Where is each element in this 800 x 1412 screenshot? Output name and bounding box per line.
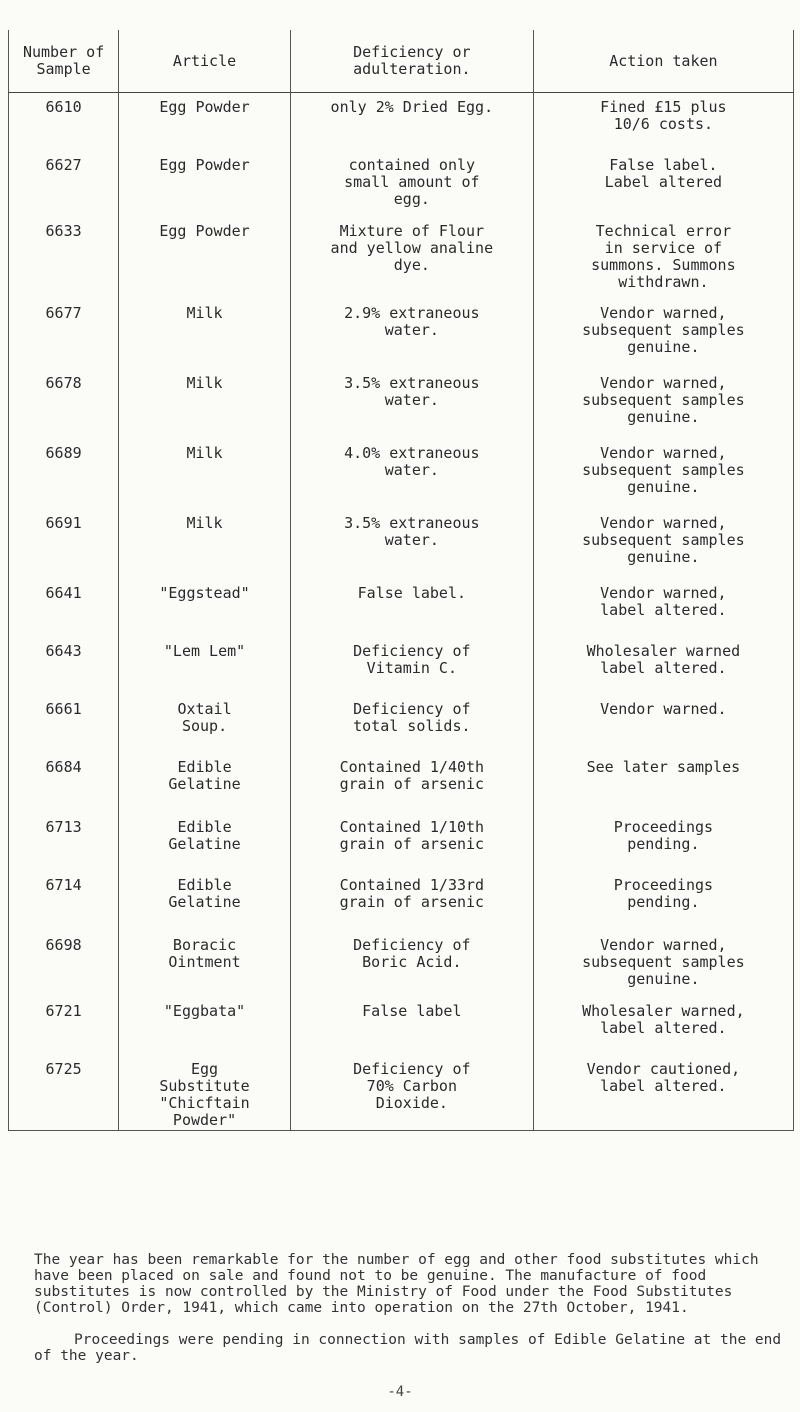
cell-article: Oxtail Soup. — [119, 695, 291, 753]
cell-action: Technical error in service of summons. Summons withdrawn. — [533, 217, 793, 299]
table-row — [9, 637, 794, 695]
table-row — [9, 509, 794, 579]
header-deficiency: Deficiency or adulteration. — [290, 30, 533, 93]
cell-number: 6641 — [9, 579, 119, 637]
header-number: Number of Sample — [9, 30, 119, 93]
cell-number: 6698 — [9, 931, 119, 997]
cell-action: Proceedings pending. — [533, 871, 793, 931]
cell-article: Edible Gelatine — [119, 871, 291, 931]
header-action: Action taken — [533, 30, 793, 93]
cell-deficiency: Contained 1/40th grain of arsenic — [290, 753, 533, 813]
cell-number: 6610 — [9, 93, 119, 151]
body-text — [34, 1252, 794, 1380]
table-row — [9, 217, 794, 299]
table-row — [9, 1055, 794, 1131]
cell-deficiency: Deficiency of total solids. — [290, 695, 533, 753]
cell-article: "Eggbata" — [119, 997, 291, 1055]
cell-number: 6713 — [9, 813, 119, 871]
cell-deficiency: Contained 1/33rd grain of arsenic — [290, 871, 533, 931]
table-row — [9, 439, 794, 509]
cell-article: Milk — [119, 369, 291, 439]
table-row — [9, 579, 794, 637]
cell-article: Milk — [119, 299, 291, 369]
table-row — [9, 753, 794, 813]
cell-action: Wholesaler warned, label altered. — [533, 997, 793, 1055]
cell-number: 6714 — [9, 871, 119, 931]
cell-article: Egg Substitute "Chicftain Powder" — [119, 1055, 291, 1131]
cell-deficiency: False label — [290, 997, 533, 1055]
table-row — [9, 931, 794, 997]
cell-article: Edible Gelatine — [119, 753, 291, 813]
cell-action: Vendor warned, subsequent samples genuine. — [533, 509, 793, 579]
cell-deficiency: only 2% Dried Egg. — [290, 93, 533, 151]
cell-action: Vendor cautioned, label altered. — [533, 1055, 793, 1131]
paragraph-proceedings: Proceedings were pending in connection with samples of Edible Gelatine at the end of the year. — [34, 1332, 782, 1364]
cell-number: 6661 — [9, 695, 119, 753]
table-row — [9, 871, 794, 931]
cell-article: "Lem Lem" — [119, 637, 291, 695]
cell-number: 6677 — [9, 299, 119, 369]
header-article: Article — [119, 30, 291, 93]
cell-deficiency: 2.9% extraneous water. — [290, 299, 533, 369]
table-row — [9, 997, 794, 1055]
cell-article: Boracic Ointment — [119, 931, 291, 997]
cell-deficiency: 3.5% extraneous water. — [290, 369, 533, 439]
cell-action: Vendor warned, subsequent samples genuine. — [533, 299, 793, 369]
cell-article: Egg Powder — [119, 151, 291, 217]
cell-action: Wholesaler warned label altered. — [533, 637, 793, 695]
cell-action: Vendor warned, label altered. — [533, 579, 793, 637]
table-row — [9, 369, 794, 439]
cell-article: Egg Powder — [119, 93, 291, 151]
paragraph-substitutes: The year has been remarkable for the number of egg and other food substitutes which have been placed on sale and found not to be genuine. The manufacture of food substitutes is now controlled by the Ministry of Food under the Food Substitutes (Control) Order, 1941, which came into operation on the 27th October, 1941. — [34, 1252, 759, 1316]
cell-number: 6689 — [9, 439, 119, 509]
table-row — [9, 151, 794, 217]
cell-article: Edible Gelatine — [119, 813, 291, 871]
samples-table — [8, 30, 794, 1131]
cell-deficiency: False label. — [290, 579, 533, 637]
page-number: -4- — [387, 1384, 413, 1400]
table-row — [9, 813, 794, 871]
cell-deficiency: Contained 1/10th grain of arsenic — [290, 813, 533, 871]
cell-number: 6721 — [9, 997, 119, 1055]
cell-number: 6633 — [9, 217, 119, 299]
cell-deficiency: Deficiency of 70% Carbon Dioxide. — [290, 1055, 533, 1131]
cell-number: 6691 — [9, 509, 119, 579]
cell-number: 6678 — [9, 369, 119, 439]
cell-article: Milk — [119, 439, 291, 509]
cell-deficiency: Deficiency of Vitamin C. — [290, 637, 533, 695]
cell-action: Vendor warned, subsequent samples genuine. — [533, 931, 793, 997]
cell-article: "Eggstead" — [119, 579, 291, 637]
cell-deficiency: 4.0% extraneous water. — [290, 439, 533, 509]
table-row — [9, 93, 794, 151]
cell-number: 6643 — [9, 637, 119, 695]
cell-action: Vendor warned. — [533, 695, 793, 753]
cell-number: 6684 — [9, 753, 119, 813]
cell-deficiency: Mixture of Flour and yellow analine dye. — [290, 217, 533, 299]
cell-number: 6725 — [9, 1055, 119, 1131]
table-header-row — [9, 30, 794, 93]
cell-number: 6627 — [9, 151, 119, 217]
table-row — [9, 299, 794, 369]
cell-article: Milk — [119, 509, 291, 579]
cell-article: Egg Powder — [119, 217, 291, 299]
cell-deficiency: 3.5% extraneous water. — [290, 509, 533, 579]
cell-action: False label. Label altered — [533, 151, 793, 217]
cell-deficiency: contained only small amount of egg. — [290, 151, 533, 217]
cell-deficiency: Deficiency of Boric Acid. — [290, 931, 533, 997]
cell-action: Proceedings pending. — [533, 813, 793, 871]
cell-action: Vendor warned, subsequent samples genuine. — [533, 369, 793, 439]
cell-action: See later samples — [533, 753, 793, 813]
cell-action: Fined £15 plus 10/6 costs. — [533, 93, 793, 151]
cell-action: Vendor warned, subsequent samples genuine. — [533, 439, 793, 509]
table-row — [9, 695, 794, 753]
